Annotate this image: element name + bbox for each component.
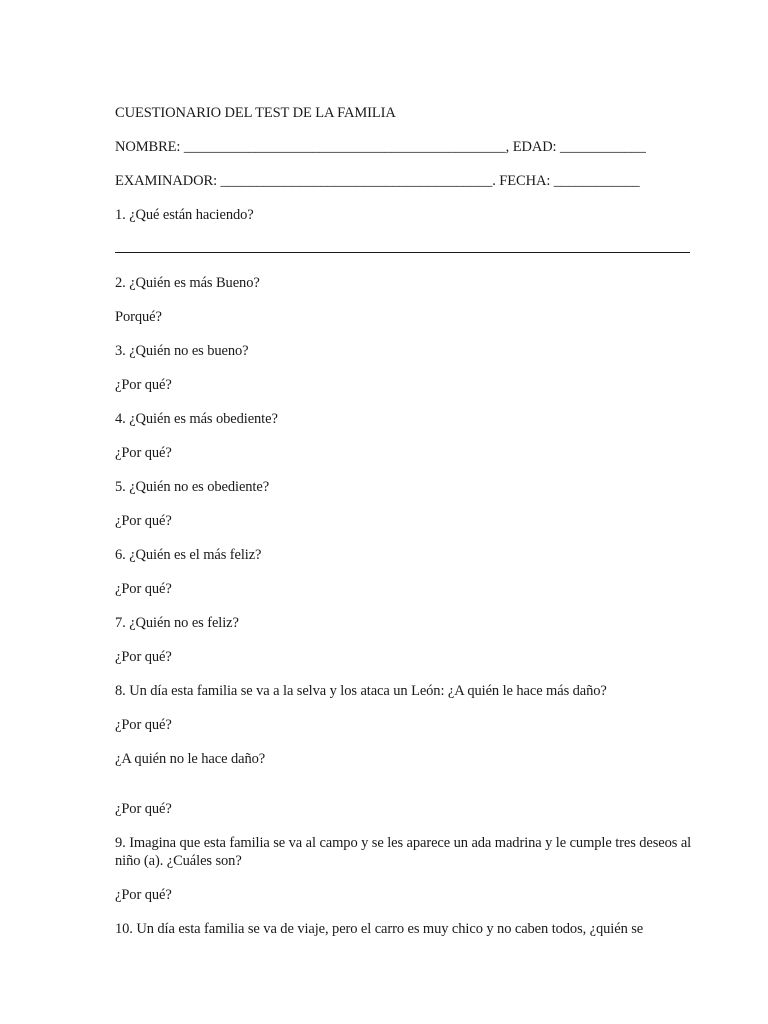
nombre-edad-field: NOMBRE: _____________________________________________, EDAD: ____________ bbox=[115, 139, 646, 155]
why-7: ¿Por qué? bbox=[115, 649, 172, 665]
why-8-extra: ¿Por qué? bbox=[115, 801, 172, 817]
question-6: 6. ¿Quién es el más feliz? bbox=[115, 547, 262, 563]
why-8: ¿Por qué? bbox=[115, 717, 172, 733]
question-8-extra: ¿A quién no le hace daño? bbox=[115, 751, 266, 767]
examinador-fecha-field: EXAMINADOR: ______________________________________. FECHA: ____________ bbox=[115, 173, 640, 189]
question-2: 2. ¿Quién es más Bueno? bbox=[115, 275, 260, 291]
why-9: ¿Por qué? bbox=[115, 887, 172, 903]
question-5: 5. ¿Quién no es obediente? bbox=[115, 479, 270, 495]
question-4: 4. ¿Quién es más obediente? bbox=[115, 411, 278, 427]
why-5: ¿Por qué? bbox=[115, 513, 172, 529]
answer-line-1 bbox=[115, 252, 690, 253]
why-3: ¿Por qué? bbox=[115, 377, 172, 393]
why-6: ¿Por qué? bbox=[115, 581, 172, 597]
question-1: 1. ¿Qué están haciendo? bbox=[115, 207, 254, 223]
question-3: 3. ¿Quién no es bueno? bbox=[115, 343, 249, 359]
question-10: 10. Un día esta familia se va de viaje, pero el carro es muy chico y no caben todos, ¿quién se bbox=[115, 921, 644, 937]
why-4: ¿Por qué? bbox=[115, 445, 172, 461]
document-title: CUESTIONARIO DEL TEST DE LA FAMILIA bbox=[115, 105, 396, 121]
question-8: 8. Un día esta familia se va a la selva y los ataca un León: ¿A quién le hace más daño? bbox=[115, 683, 607, 699]
question-9: 9. Imagina que esta familia se va al campo y se les aparece un ada madrina y le cumple tres deseos al niño (a). ¿Cuáles son? bbox=[115, 835, 692, 869]
why-2: Porqué? bbox=[115, 309, 162, 325]
question-7: 7. ¿Quién no es feliz? bbox=[115, 615, 239, 631]
